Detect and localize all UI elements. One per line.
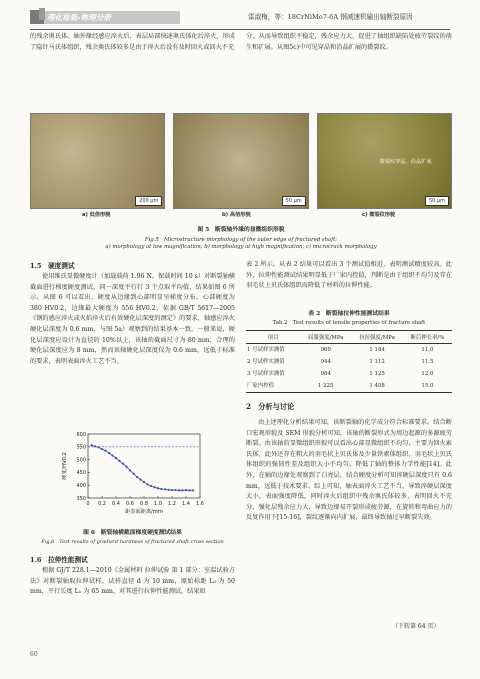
table-header-cell: 屈服强度/MPa	[300, 331, 351, 344]
y-tick-label: 550	[76, 444, 86, 451]
x-tick-label: 0.4	[112, 501, 120, 507]
page-number: 60	[30, 651, 38, 658]
x-tick-label: 1.0	[154, 501, 162, 507]
hardness-chart-svg	[60, 428, 210, 518]
panel-label-c: c) 微裂纹形貌	[362, 212, 396, 218]
y-tick-label: 500	[76, 457, 86, 464]
data-point	[153, 486, 155, 488]
figure-6-caption-en: Fig.6 Test results of gradient hardness of fractured shaft cross section	[41, 539, 224, 545]
y-tick-label: 400	[76, 483, 86, 489]
data-point	[139, 478, 141, 480]
table-cell: 969	[320, 347, 331, 353]
header-rule	[30, 29, 450, 30]
x-tick-label: 1.4	[182, 501, 190, 507]
data-point	[157, 487, 159, 489]
scale-bar: 50 μm	[425, 196, 449, 206]
data-point	[167, 489, 169, 491]
x-tick-label: 0	[86, 501, 90, 507]
table-cell: 3 号试样实测值	[247, 371, 285, 377]
data-point	[143, 481, 145, 483]
data-point	[150, 485, 152, 487]
data-point	[129, 469, 131, 471]
data-point	[108, 452, 110, 454]
data-point	[111, 454, 113, 456]
running-header: 雷淑梅，等：18CrNiMo7-6A 钢减速机输出轴断裂原因	[248, 13, 413, 21]
y-tick-label: 350	[76, 495, 86, 502]
table-cell: 1 225	[300, 380, 351, 393]
table-2-caption-cn: 表 2 断裂轴拉伸性能测试结果	[308, 311, 390, 317]
figure-5-caption-en-2: a) morphology at low magnification; b) morphology at high magnification; c) microcrack morphology	[105, 244, 377, 250]
table-header-cell: 项目	[246, 331, 300, 344]
x-axis-label: 距表面距离/mm	[125, 509, 163, 515]
x-tick-label: 0.8	[140, 501, 148, 507]
series-line	[92, 445, 194, 490]
figure-5-caption-en-1: Fig.5 Microstructure morphology of the outer edge of fractured shaft:	[144, 237, 338, 243]
table-cell: 11.0	[421, 347, 434, 353]
table-row	[246, 344, 452, 357]
table-header-cell: 抗拉强度/MPa	[351, 331, 402, 344]
continued-note: （下转第 64 页）	[392, 623, 440, 630]
data-point	[122, 463, 124, 465]
y-axis-label: 硬度/HV0.2	[62, 452, 68, 480]
table-2-intro-paragraph: 表 2 所示。从表 2 结果可以看出 3 个测试值相近，表明测试精度较高。此外，拉伸性能测试结果明显低于厂家内控值，判断是由于组织不均匀及存在羽毛状上贝氏体组织而降低了材料的拉伸性能。	[246, 261, 452, 290]
data-point	[174, 489, 176, 491]
table-cell: 984	[320, 371, 331, 377]
section-1-5-paragraph: 使用维氏显微硬度计（加载载荷 1.96 N，保载时间 10 s）对断裂轴横截面进行梯度硬度测试，同一深度平行打 3 个点取平均值，结果如图 6 所示。从图 6 可以看出，硬度从边缘到心部明显呈梯度分布，心部硬度为 380 HV0.2，边缘最大硬度为 556 HV0.2，依据 GB/T 5617—2005《钢的感应淬火或火焰淬火后有效硬化层深度的测定》的要求，轴感应淬火硬化层深度为 0.6 mm，与图 5a）观察到的结果基本一致。一般来说，硬化层深度应设计为直径的 10%以上，该轴的截面尺寸为 80 mm，合理的硬化层深度应为 8 mm，然而该轴硬化层深度仅为 0.6 mm，远低于标准的要求，表明表面淬火工艺不当。	[30, 273, 235, 365]
data-point	[146, 483, 148, 485]
table-cell: 944	[320, 359, 331, 365]
figure-6-caption-cn: 图 6 断裂轴横截面梯度硬度测试结果	[83, 530, 182, 536]
data-point	[185, 489, 187, 491]
data-point	[104, 450, 106, 452]
panel-label-a: a) 低倍形貌	[82, 212, 111, 218]
data-point	[188, 489, 190, 491]
table-cell: 1 125	[369, 371, 385, 377]
table-row	[246, 380, 452, 393]
journal-logo	[30, 8, 180, 26]
data-point	[164, 488, 166, 490]
micrograph-low-magnification	[30, 113, 165, 209]
data-point	[178, 489, 180, 491]
section-2-heading: 2 分析与讨论	[246, 402, 295, 411]
table-cell: 1 112	[369, 359, 385, 365]
figure-6-chart	[60, 428, 210, 518]
micrograph-high-magnification	[173, 113, 308, 209]
data-point	[192, 489, 194, 491]
data-point	[132, 473, 134, 475]
data-point	[97, 446, 99, 448]
intro-paragraph-left: 的残余奥氏体。轴外缘经感应淬火后，表层局部快速奥氏体化后淬火，形成了隐针马氏体组织，残余奥氏体较多是由于淬火后没有及时回火或回火不充	[30, 33, 235, 51]
y-tick-label: 450	[76, 470, 86, 477]
x-tick-label: 0.2	[98, 501, 106, 507]
data-point	[90, 444, 92, 446]
table-row	[246, 368, 452, 380]
scale-bar: 200 μm	[135, 196, 162, 206]
tensile-table	[246, 330, 452, 393]
data-point	[101, 448, 103, 450]
section-1-6-heading: 1.6 拉伸性能测试	[30, 556, 88, 564]
section-1-6-paragraph: 根据 GJ/T 228.1—2010《金属材料 拉伸试验 第 1 部分：室温试验方法》对断裂轴取拉伸试样，试样直径 d 为 10 mm，原始标距 L₀ 为 50 mm，平行长度 L₁ 为 65 mm，对其进行拉伸性能测试，结果如	[30, 567, 235, 596]
table-cell: 1 408	[351, 380, 402, 393]
y-tick-label: 600	[76, 431, 86, 438]
table-cell: 厂家内控值	[246, 380, 300, 393]
table-cell: 1 号试样实测值	[247, 347, 285, 353]
journal-logo-text: 理化检验-物理分册	[47, 13, 111, 22]
table-header-row	[246, 331, 452, 344]
data-point	[115, 457, 117, 459]
data-point	[160, 488, 162, 490]
table-2	[246, 330, 452, 393]
table-cell: 12.0	[421, 371, 434, 377]
table-cell: 15.0	[403, 380, 452, 393]
scale-bar: 50 μm	[282, 196, 306, 206]
table-2-caption-en: Tab.2 Test results of tensile properties of fracture shaft	[272, 320, 426, 326]
table-cell: 1 184	[369, 347, 385, 353]
plot-frame	[88, 434, 200, 498]
section-1-5-heading: 1.5 硬度测试	[30, 262, 75, 270]
data-point	[181, 489, 183, 491]
x-tick-label: 1.6	[196, 501, 204, 507]
data-point	[125, 466, 127, 468]
data-point	[136, 476, 138, 478]
figure-5	[30, 113, 452, 209]
figure-5-caption-cn: 图 5 断裂轴外缘的显微组织形貌	[197, 227, 285, 233]
x-tick-label: 1.2	[168, 501, 176, 507]
intro-paragraph-right: 分，从而导致组织不稳定，残余应力大，促进了轴组织缺陷处疲劳裂纹的萌生和扩展。从图5c)中可见穿晶和沿晶扩展的微裂纹。	[246, 33, 452, 51]
data-point	[118, 460, 120, 462]
table-cell: 2 号试样实测值	[247, 359, 285, 365]
table-row	[246, 356, 452, 368]
table-cell: 11.5	[421, 359, 434, 365]
x-tick-label: 0.6	[126, 501, 134, 507]
micrograph-microcrack	[317, 113, 452, 209]
data-point	[94, 445, 96, 447]
section-2-paragraph: 由上述理化分析结果可知，该断裂轴的化学成分符合标准要求。结合断口宏观形貌及 SEM 形貌分析可知，该轴的断裂形式为周边起源的多源疲劳断裂。由该轴的显微组织形貌可以看出心部显微组织不均匀，主要为回火索氏体，此外还存在粗大的羽毛状上贝氏体及少量铁素体组织。羽毛状上贝氏体组织的强韧性差及组织大小不均匀，降低了轴的整体力学性能[14]。此外，在轴的边缘处观察到了白亮层，结合硬度分析可知淬硬层深度只有 0.6 mm，远低于技术要求。综上可知，轴表面淬火工艺不当，导致淬硬层深度太小，表面强度降低，同时淬火后组织中残余奥氏体较多，表明回火不充分，强化层残余应力大，导致边缘易开裂形成疲劳源，在旋转和弯曲应力的反复作用下[15-16]，裂纹逐渐向内扩展，最终导致轴过早断裂失效。	[246, 419, 452, 522]
panel-label-b: b) 高倍形貌	[222, 212, 251, 218]
microcrack-annotation: 微裂纹穿晶、沿晶扩展	[379, 159, 432, 165]
data-point	[171, 489, 173, 491]
table-header-cell: 断后伸长率/%	[403, 331, 452, 344]
